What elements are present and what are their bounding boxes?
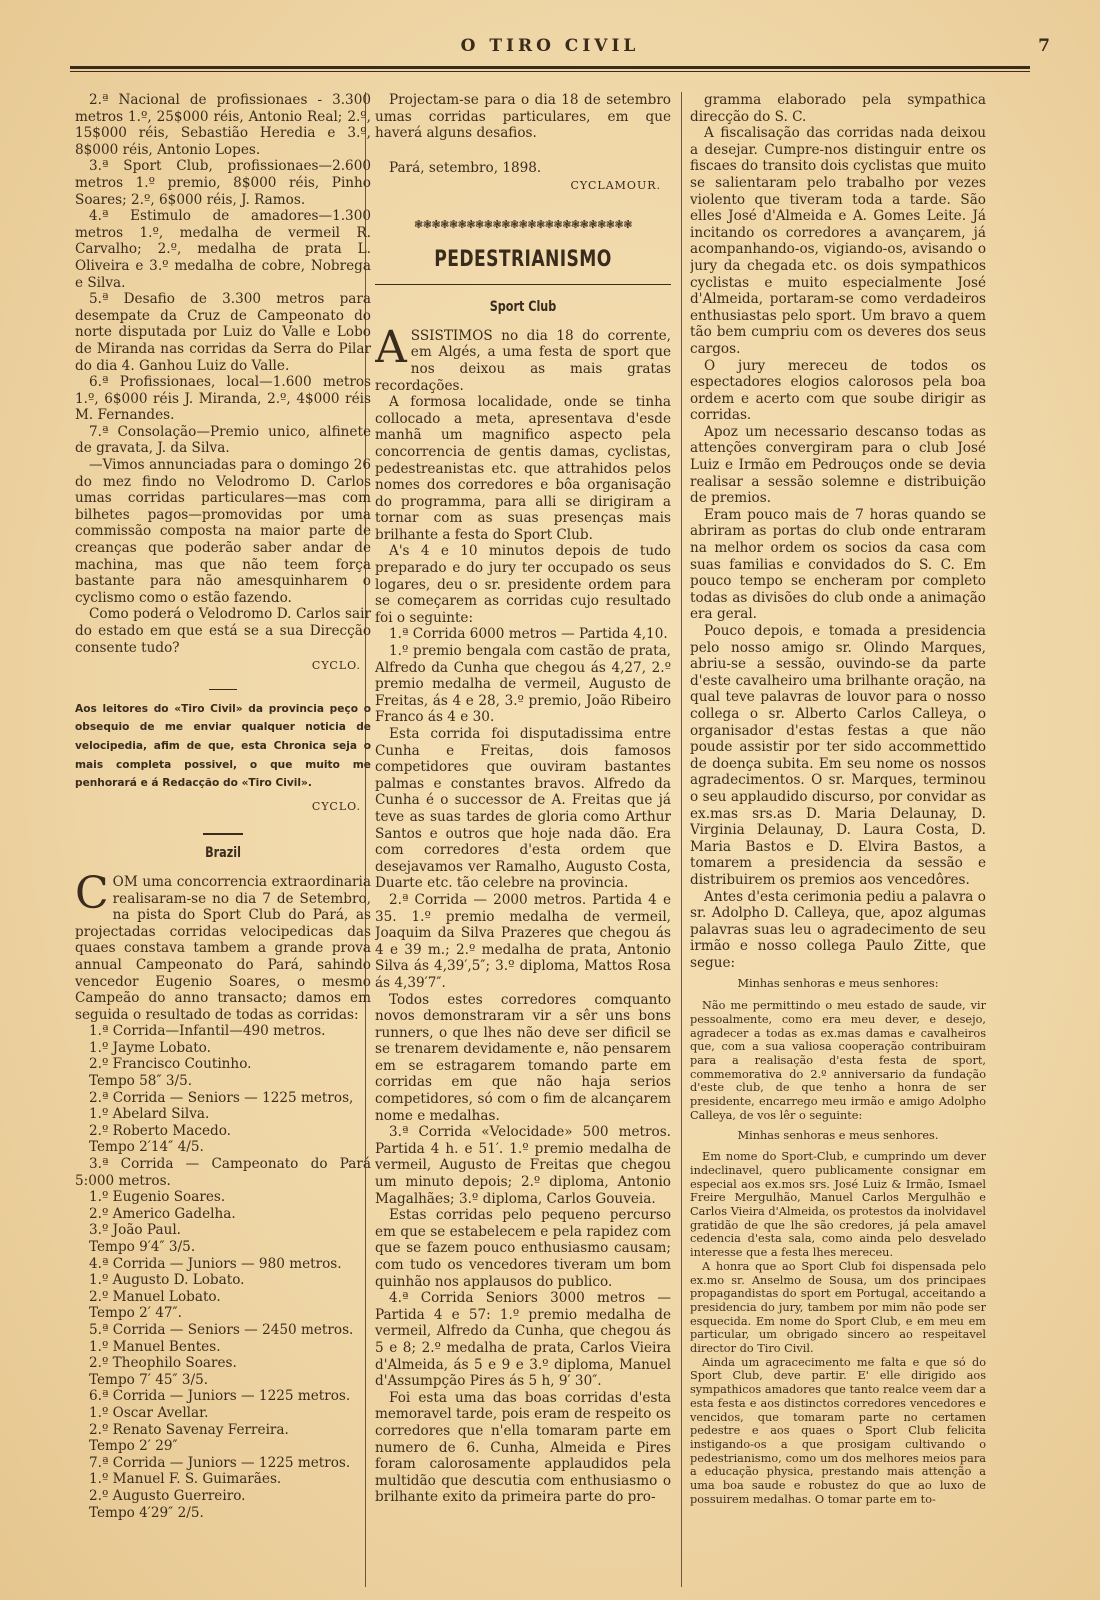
article-paragraph: A's 4 e 10 minutos depois de tudo preparado e do jury ter occupado os seus logares, deu o sr. presidente ordem para se começarem as corridas cujo resultado foi o seguinte: — [375, 543, 671, 626]
article-continuation — [690, 92, 986, 971]
signature-cyclo: CYCLO. — [311, 659, 361, 673]
masthead: O TIRO CIVIL — [460, 36, 640, 56]
page-number: 7 — [1038, 36, 1050, 56]
ornament-border: ❃❃❃❃❃❃❃❃❃❃❃❃❃❃❃❃❃❃❃❃❃❃❃❃❃ — [414, 217, 632, 231]
race-result-paragraph: —Vimos annunciadas para o domingo 26 do mez findo no Velodromo D. Carlos umas corridas particulares—mas com bilhetes pagos—promovidas por uma commissão composta na maior parte de creanças que poderão saber andar de machina, mas que não teem força bastante para não amesquinharem o cyclismo como o estão fazendo. — [75, 457, 371, 606]
race-result-paragraph: 6.ª Profissionaes, local—1.600 metros 1.º, 6$000 réis J. Miranda, 2.º, 4$000 réis M. Fernandes. — [75, 374, 371, 424]
article-body — [375, 321, 671, 1506]
result-line: 1.º Jayme Lobato. — [89, 1039, 211, 1056]
header-rule-thin — [70, 71, 1030, 72]
article-paragraph: Esta corrida foi disputadissima entre Cunha e Freitas, dois famosos competidores que ouviram bastantes palmas e constantes bravos. Alfredo da Cunha é o successor de A. Freitas que já teve as suas tardes de gloria como Arthur Santos e outros que hoje nada dão. Era com corredores d'esta ordem que desejavamos ver Ramalho, Augusto Costa, Duarte etc. tão celebre na provincia. — [375, 726, 671, 892]
result-line: 1.º Augusto D. Lobato. — [89, 1272, 245, 1289]
drop-cap: C — [75, 867, 109, 919]
lead-paragraph: Projectam-se para o dia 18 de setembro umas corridas particulares, em que haverá alguns desafios. — [375, 92, 671, 142]
article-paragraph: 1.º premio bengala com castão de prata, Alfredo da Cunha que chegou ás 4,27, 2.º premio medalha de vermeil, Augusto de Freitas, ás 4 e 28, 3.º premio, João Ribeiro Franco ás 4 e 30. — [375, 643, 671, 726]
divider — [209, 689, 237, 690]
article-paragraph: 4.ª Corrida Seniors 3000 metros — Partida 4 e 57: 1.º premio medalha de vermeil, Alfredo da Cunha, que chegou ás 5 e 8; 2.º medalha de prata, Carlos Vieira d'Almeida, ás 5 e 9 e 3.º diploma, Manuel d'Assumpção Pires ás 5 h, 9′ 30″. — [375, 1290, 671, 1390]
brazil-intro: COM uma concorrencia extraordinaria realisaram-se no dia 7 de Setembro, na pista do Sport Club do Pará, as projectadas corridas velocipedicas das quaes constava tambem a grande prova annual Campeonato do Pará, sahindo vencedor Eugenio Soares, o mesmo Campeão do anno transacto; damos em seguida o resultado de todas as corridas: — [75, 867, 371, 1023]
result-line: Tempo 4′29″ 2/5. — [89, 1504, 204, 1521]
result-line: 2.º Manuel Lobato. — [89, 1288, 221, 1305]
article-paragraph: gramma elaborado pela sympathica direcção do S. C. — [690, 92, 986, 125]
result-line: 2.º Augusto Guerreiro. — [89, 1487, 246, 1504]
result-line: 1.º Manuel Bentes. — [89, 1338, 221, 1355]
result-line: Tempo 7′ 45″ 3/5. — [89, 1371, 209, 1388]
article-paragraph: A fiscalisação das corridas nada deixou a desejar. Cumpre-nos distinguir entre os fiscaes do transito dois cyclistas que muito se salientaram pelo trabalho por vezes violento que tiveram toda a tarde. São elles José d'Almeida e A. Gomes Leite. Já incitando os corredores a avançarem, já acompanhando-os, vigiando-os, avisando o jury da chegada etc. os dois sympathicos cyclistas e muito especialmente José d'Almeida, portaram-se como verdadeiros enthusiastas pelo sport. Um bravo a quem tão bem cumpriu com os deveres dos seus cargos. — [690, 125, 986, 357]
speech-salutation-2: Minhas senhoras e meus senhores. — [737, 1128, 939, 1142]
column-1 — [75, 92, 371, 1587]
result-line: 3.ª Corrida — Campeonato do Pará 5:000 metros. — [75, 1156, 371, 1189]
result-line: Tempo 2′14″ 4/5. — [89, 1139, 204, 1156]
result-line: 2.º Francisco Coutinho. — [89, 1056, 252, 1073]
article-paragraph: Apoz um necessario descanso todas as attenções convergiram para o club José Luiz e Irmão em Pedrouços onde se devia realisar a sessão solemne e distribuição de premios. — [690, 423, 986, 507]
column-divider-2 — [681, 92, 682, 1587]
article-paragraph: 2.ª Corrida — 2000 metros. Partida 4 e 35. 1.º premio medalha de vermeil, Joaquim da Silva Prazeres que chegou ás 4 e 39 m.; 2.º medalha de prata, Antonio Silva ás 4,39′,5″; 3.º diploma, Mattos Rosa ás 4,39′7″. — [375, 891, 671, 991]
speech-salutation-1: Minhas senhoras e meus senhores: — [737, 977, 939, 991]
brazil-results-list — [75, 1023, 371, 1521]
result-line: 3.º João Paul. — [89, 1222, 181, 1239]
speech-paragraph: Ainda um agracecimento me falta e que só do Sport Club, deve partir. E' elle dirigido aos sympathicos amadores que tanto realce veem dar a esta festa e aos distinctos corredores vencedores e vencidos, que tomaram parte no certamen pedestre e aos quaes o Sport Club felicita instigando-os a que prosigam cultivando o pedestrianismo, como um dos melhores meios para a educação physica, prestando mais attenção a uma boa saude e robustez do que ao luxo de possuirem medalhas. O tomar parte em to- — [690, 1355, 986, 1506]
result-line: Tempo 58″ 3/5. — [89, 1073, 193, 1090]
result-line: 2.ª Corrida — Seniors — 1225 metros, — [89, 1089, 354, 1106]
column-2 — [375, 92, 671, 1587]
drop-cap: A — [375, 321, 407, 373]
result-line: 2.º Renato Savenay Ferreira. — [89, 1421, 289, 1438]
signature-cyclo-2: CYCLO. — [311, 799, 361, 813]
race-result-paragraph: 2.ª Nacional de profissionaes - 3.300 metros 1.º, 25$000 réis, Antonio Real; 2.º, 15$000 réis, Sebastião Heredia e 3.º, 8$000 réis, Antonio Lopes. — [75, 92, 371, 158]
section-divider — [203, 833, 243, 835]
race-result-paragraph: 7.ª Consolação—Premio unico, alfinete de gravata, J. da Silva. — [75, 423, 371, 457]
result-line: 1.º Abelard Silva. — [89, 1106, 210, 1123]
result-line: 2.º Roberto Macedo. — [89, 1122, 231, 1139]
page-header — [70, 36, 1050, 72]
speech-block — [690, 977, 986, 1506]
result-line: 2.º Theophilo Soares. — [89, 1355, 237, 1372]
article-paragraph: Pouco depois, e tomada a presidencia pelo nosso amigo sr. Olindo Marques, abriu-se a sessão, ouvindo-se da parte d'este cavalheiro uma brilhante oração, na qual teve palavras de louvor para o nosso collega o sr. Alberto Carlos Calleya, o organisador d'estas festas a que não poude assistir por ter sido accommettido de doença subita. Em seu nome os nossos agradecimentos. O sr. Marques, terminou o seu applaudido discurso, por convidar as ex.mas srs.as D. Maria Delaunay, D. Virginia Delaunay, D. Laura Costa, D. Maria Bastos e D. Elvira Bastos, a tomarem a presidencia da sessão e distribuirem os premios aos vencedôres. — [690, 623, 986, 888]
signature-cyclamour: CYCLAMOUR. — [570, 179, 661, 193]
article-paragraph: Eram pouco mais de 7 horas quando se abriram as portas do club onde entraram na melhor ordem os socios da casa com suas familias e convidados do S. C. Em pouco tempo se encheram por completo todas as divisões do club onde a animação era geral. — [690, 506, 986, 623]
article-paragraph: A formosa localidade, onde se tinha collocado a meta, apresentava d'esde manhã um magnifico aspecto pela concorrencia de gentis damas, cyclistas, pedestreanistas etc. que attrahidos pelos nomes dos corredores e bôa organisação do programma, para alli se dirigiram a tornar com as suas presenças mais brilhante a festa do Sport Club. — [375, 394, 671, 543]
result-line: 1.ª Corrida—Infantil—490 metros. — [89, 1023, 326, 1040]
article-paragraph: Todos estes corredores comquanto novos demonstraram vir a sêr uns bons runners, o que lhes não deve ser dificil se se trenarem devidamente e, não pensarem em se estragarem tomando parte em corridas em que não haja serios competidores, só com o fim de alcançarem nome e medalhas. — [375, 991, 671, 1124]
race-results-list — [75, 92, 371, 656]
article-paragraph: Antes d'esta cerimonia pediu a palavra o sr. Adolpho D. Calleya, que, apoz algumas palavras suas leu o agradecimento de seu irmão e nosso collega Paulo Zitte, que segue: — [690, 888, 986, 971]
speech-body — [690, 1150, 986, 1506]
result-line: 2.º Americo Gadelha. — [89, 1205, 236, 1222]
race-result-paragraph: 3.ª Sport Club, profissionaes—2.600 metros 1.º premio, 8$000 réis, Pinho Soares; 2.º, 6$000 réis, J. Ramos. — [75, 158, 371, 208]
result-line: 1.º Oscar Avellar. — [89, 1404, 209, 1421]
speech-paragraph: A honra que ao Sport Club foi dispensada pelo ex.mo sr. Anselmo de Sousa, um dos principaes propagandistas do sport em Portugal, acceitando a presidencia do jury, tambem por mim não pode ser esquecida. Em nome do Sport Club, e em meu em particular, um obrigado sincero ao respeitavel director do Tiro Civil. — [690, 1259, 986, 1356]
race-result-paragraph: 4.ª Estimulo de amadores—1.300 metros 1.º, medalha de vermeil R. Carvalho; 2.º, medalha de prata L. Oliveira e 3.º medalha de cobre, Nobrega e Silva. — [75, 208, 371, 291]
result-line: Tempo 9′4″ 3/5. — [89, 1239, 196, 1255]
section-title-pedestrianismo: PEDESTRIANISMO — [434, 246, 612, 272]
result-line: Tempo 2′ 47″. — [89, 1305, 182, 1322]
article-paragraph: Foi esta uma das boas corridas d'esta memoravel tarde, pois eram de respeito os corredores que n'ella tomaram parte em numero de 6. Cunha, Almeida e Pires foram calorosamente applaudidos pela multidão que descutia com enthusiasmo o brilhante exito da primeira parte do pro- — [375, 1389, 671, 1506]
result-line: 4.ª Corrida — Juniors — 980 metros. — [89, 1255, 342, 1272]
notice-to-readers: Aos leitores do «Tiro Civil» da provincia peço o obsequio de me enviar qualquer noticia de velocipedia, afim de que, esta Chronica seja o mais completa possivel, o que muito me penhorará e á Redacção do «Tiro Civil». — [75, 702, 371, 790]
result-line: 1.º Manuel F. S. Guimarães. — [89, 1471, 282, 1488]
dateline: Pará, setembro, 1898. — [389, 159, 542, 176]
article-paragraph: Estas corridas pelo pequeno percurso em que se estabelecem e pela rapidez com que se fazem pouco enthusiasmo causam; com tudo os vencedores tiveram um bom quinhão nos applausos do publico. — [375, 1207, 671, 1290]
speech-intro: Não me permittindo o meu estado de saude, vir pessoalmente, como era meu dever, e desejo, agradecer a todas as ex.mas damas e cavalheiros que, com a sua valiosa cooperação contribuiram para a realisação d'esta festa de sport, commemorativa do 2.º anniversario da fundação d'este club, de que tenho a honra de ser presidente, encarrego meu irmão e amigo Adolpho Calleya, de vos lêr o seguinte: — [690, 999, 986, 1122]
article-paragraph: 3.ª Corrida «Velocidade» 500 metros. Partida 4 h. e 51′. 1.º premio medalha de vermeil, Augusto de Freitas que chegou um minuto depois; 2.º diploma, Antonio Magalhães; 3.º diploma, Carlos Gouveia. — [375, 1124, 671, 1207]
article-paragraph: ASSISTIMOS no dia 18 do corrente, em Algés, a uma festa de sport que nos deixou as mais gratas recordações. — [375, 321, 671, 394]
speech-paragraph: Em nome do Sport-Club, e cumprindo um dever indeclinavel, quero publicamente consignar em especial aos ex.mos srs. José Luiz & Irmão, Ismael Freire Mergulhão, Manuel Carlos Mergulhão e Carlos Vieira d'Almeida, os protestos da inolvidavel gratidão de que lhe são credores, já pela amavel cedencia d'esta sala, como ainda pelo desvelado interesse que a festa lhes mereceu. — [690, 1150, 986, 1260]
article-paragraph: 1.ª Corrida 6000 metros — Partida 4,10. — [389, 626, 668, 643]
section-rule — [375, 284, 671, 285]
result-line: 7.ª Corrida — Juniors — 1225 metros. — [89, 1454, 351, 1471]
result-line: Tempo 2′ 29″ — [89, 1438, 178, 1455]
result-line: 5.ª Corrida — Seniors — 2450 metros. — [89, 1321, 354, 1338]
result-line: 6.ª Corrida — Juniors — 1225 metros. — [89, 1388, 351, 1405]
section-title-brazil: Brazil — [205, 845, 241, 862]
column-3 — [690, 92, 986, 1587]
header-rule-thick — [70, 66, 1030, 69]
result-line: 1.º Eugenio Soares. — [89, 1189, 226, 1206]
article-paragraph: O jury mereceu de todos os espectadores elogios calorosos pela boa ordem e acerto com que soube dirigir as corridas. — [690, 357, 986, 424]
race-result-paragraph: Como poderá o Velodromo D. Carlos sair do estado em que está se a sua Direcção consente tudo? — [75, 606, 371, 656]
subsection-title-sport-club: Sport Club — [489, 299, 557, 316]
race-result-paragraph: 5.ª Desafio de 3.300 metros para desempate da Cruz de Campeonato do norte disputada por Luiz do Valle e Lobo de Miranda nas corridas da Serra do Pilar do dia 4. Ganhou Luiz do Valle. — [75, 291, 371, 374]
